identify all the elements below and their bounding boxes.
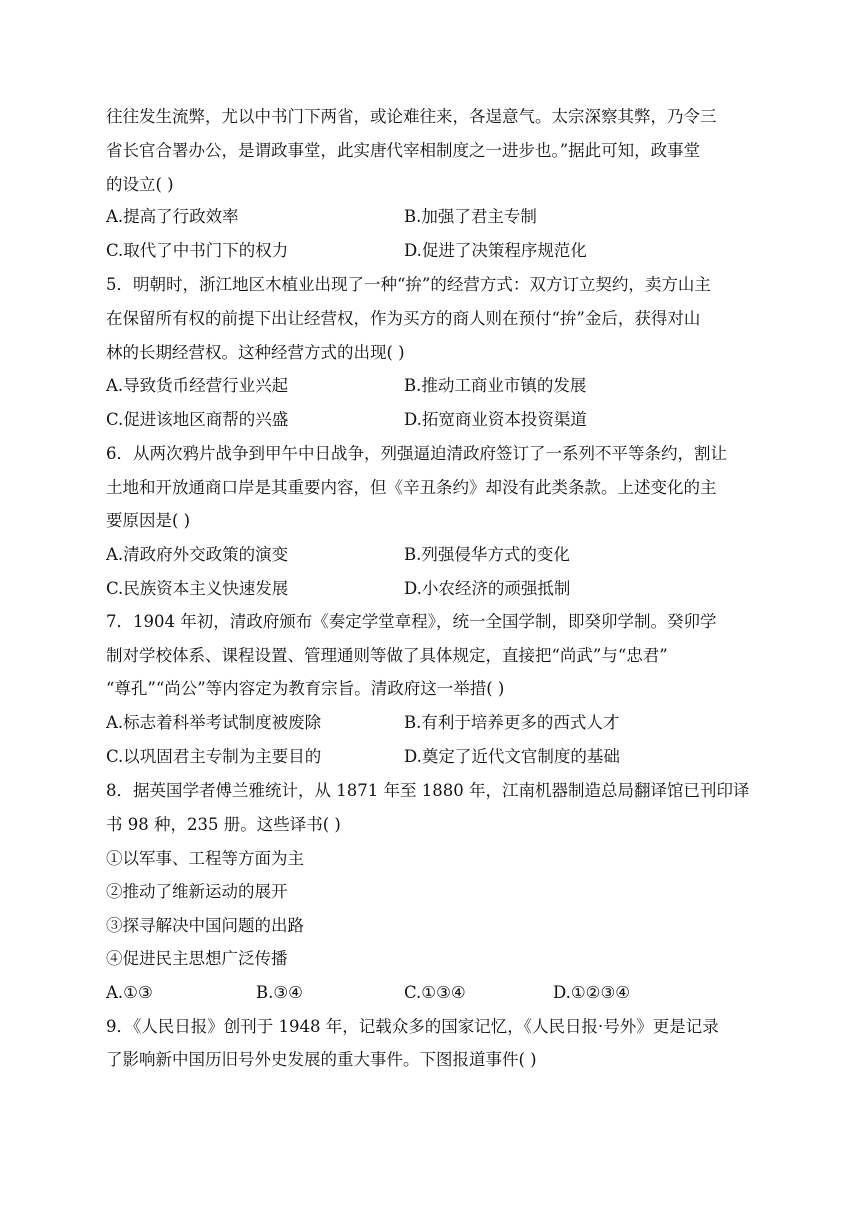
question-5-line-3: 林的长期经营权。这种经营方式的出现( ) — [106, 343, 405, 362]
question-7-line-1: 7．1904 年初，清政府颁布《奏定学堂章程》，统一全国学制，即癸卯学制。癸卯学 — [106, 612, 717, 631]
question-7-option-a: A.标志着科举考试制度被废除 — [106, 713, 322, 732]
question-4-option-c: C.取代了中书门下的权力 — [106, 241, 289, 260]
question-7-option-c: C.以巩固君主专制为主要目的 — [106, 747, 322, 766]
question-8-option-a: A.①③ — [106, 983, 153, 1002]
question-8-line-1: 8．据英国学者傅兰雅统计，从 1871 年至 1880 年，江南机器制造总局翻译馆已刊印译 — [106, 781, 750, 800]
question-7-line-3: “尊孔”“尚公”等内容定为教育宗旨。清政府这一举措( ) — [106, 679, 505, 698]
question-5-option-b: B.推动工商业市镇的发展 — [404, 376, 587, 395]
question-6-option-c: C.民族资本主义快速发展 — [106, 579, 289, 598]
question-7-line-2: 制对学校体系、课程设置、管理通则等做了具体规定，直接把“尚武”与“忠君” — [106, 646, 668, 665]
question-8-item-3: ③探寻解决中国问题的出路 — [106, 916, 304, 935]
question-6-option-d: D.小农经济的顽强抵制 — [404, 579, 571, 598]
question-5-line-2: 在保留所有权的前提下出让经营权，作为买方的商人则在预付“拚”金后，获得对山 — [106, 309, 701, 328]
question-4-option-a: A.提高了行政效率 — [106, 207, 239, 226]
question-6-option-b: B.列强侵华方式的变化 — [404, 545, 570, 564]
question-5-option-d: D.拓宽商业资本投资渠道 — [404, 410, 587, 429]
question-7-option-d: D.奠定了近代文官制度的基础 — [404, 747, 620, 766]
question-5-option-c: C.促进该地区商帮的兴盛 — [106, 410, 289, 429]
question-6-line-2: 土地和开放通商口岸是其重要内容，但《辛丑条约》却没有此类条款。上述变化的主 — [106, 478, 717, 497]
question-8-option-d: D.①②③④ — [553, 983, 631, 1002]
question-4-line-3: 的设立( ) — [106, 175, 174, 194]
question-9-line-2: 了影响新中国历旧号外史发展的重大事件。下图报道事件( ) — [106, 1050, 537, 1069]
question-8-line-2: 书 98 种，235 册。这些译书( ) — [106, 815, 341, 834]
question-6-option-a: A.清政府外交政策的演变 — [106, 545, 289, 564]
question-6-line-1: 6．从两次鸦片战争到甲午中日战争，列强逼迫清政府签订了一系列不平等条约，割让 — [106, 444, 727, 463]
question-4-option-d: D.促进了决策程序规范化 — [404, 241, 587, 260]
question-5-line-1: 5．明朝时，浙江地区木植业出现了一种“拚”的经营方式：双方订立契约，卖方山主 — [106, 275, 711, 294]
question-6-line-3: 要原因是( ) — [106, 511, 191, 530]
question-4-line-1: 往往发生流弊，尤以中书门下两省，或论难往来，各逞意气。太宗深察其弊，乃令三 — [106, 107, 717, 126]
question-5-option-a: A.导致货币经营行业兴起 — [106, 376, 289, 395]
question-8-item-1: ①以军事、工程等方面为主 — [106, 849, 304, 868]
question-8-option-c: C.①③④ — [404, 983, 466, 1002]
question-4-option-b: B.加强了君主专制 — [404, 207, 537, 226]
question-8-item-2: ②推动了维新运动的展开 — [106, 882, 288, 901]
question-8-option-b: B.③④ — [256, 983, 303, 1002]
question-9-line-1: 9．《人民日报》创刊于 1948 年，记载众多的国家记忆，《人民日报·号外》更是记录 — [106, 1017, 719, 1036]
question-4-line-2: 省长官合署办公，是谓政事堂，此实唐代宰相制度之一进步也。”据此可知，政事堂 — [106, 141, 701, 160]
question-8-item-4: ④促进民主思想广泛传播 — [106, 949, 288, 968]
question-7-option-b: B.有利于培养更多的西式人才 — [404, 713, 620, 732]
